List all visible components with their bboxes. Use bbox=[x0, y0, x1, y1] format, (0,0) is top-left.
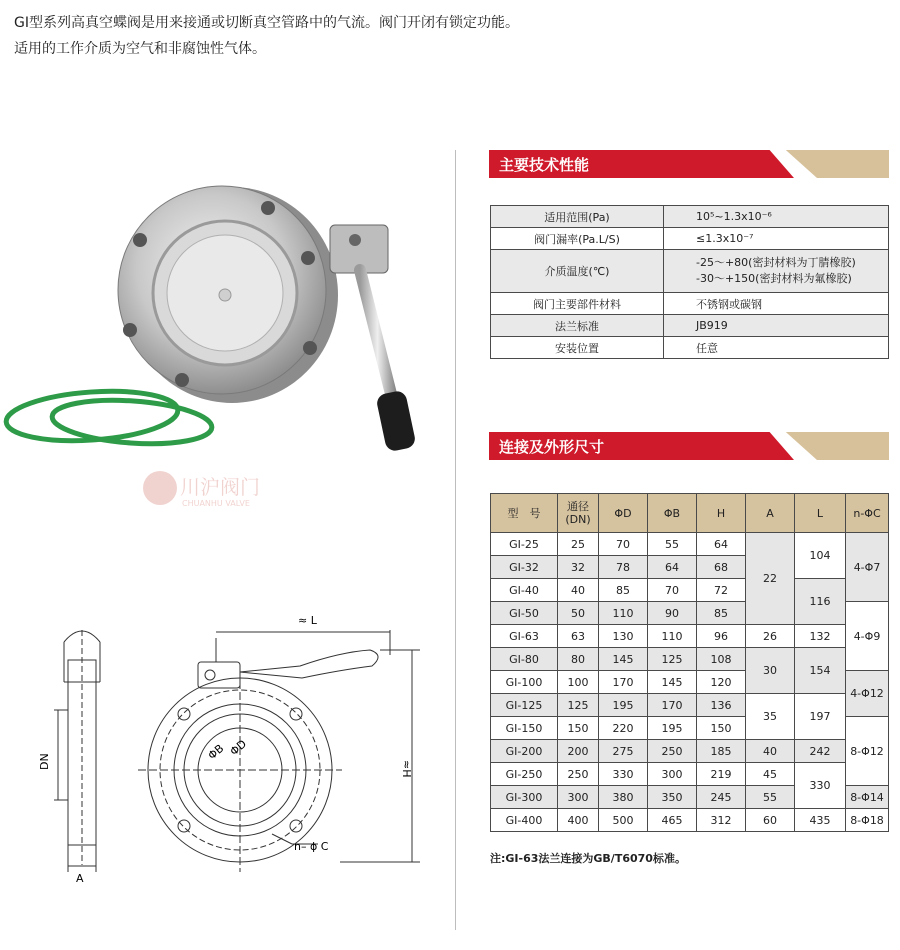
watermark-cn: 川沪阀门 bbox=[180, 475, 260, 499]
spec-value: 不锈钢或碳钢 bbox=[664, 293, 889, 315]
cell-dn: 200 bbox=[558, 740, 599, 763]
cell-dn: 50 bbox=[558, 602, 599, 625]
table-row bbox=[491, 763, 889, 786]
intro-line-2: 适用的工作介质为空气和非腐蚀性气体。 bbox=[14, 41, 266, 57]
cell-model: GI-125 bbox=[491, 694, 558, 717]
cell-dn: 300 bbox=[558, 786, 599, 809]
cell-b: 90 bbox=[648, 602, 697, 625]
cell-d: 195 bbox=[599, 694, 648, 717]
cell-b: 145 bbox=[648, 671, 697, 694]
cell-model: GI-200 bbox=[491, 740, 558, 763]
spec-title: 主要技术性能 bbox=[499, 156, 590, 174]
cell-l: 435 bbox=[795, 809, 846, 832]
cell-l: 154 bbox=[795, 648, 846, 694]
spec-value bbox=[664, 250, 889, 293]
cell-h: 150 bbox=[697, 717, 746, 740]
cell-model: GI-63 bbox=[491, 625, 558, 648]
cell-b: 195 bbox=[648, 717, 697, 740]
cell-h: 136 bbox=[697, 694, 746, 717]
label-l: ≈ L bbox=[298, 614, 317, 627]
table-row bbox=[491, 533, 889, 556]
col-header: ΦD bbox=[599, 494, 648, 533]
table-row bbox=[491, 809, 889, 832]
cell-d: 130 bbox=[599, 625, 648, 648]
watermark bbox=[143, 471, 260, 508]
cell-d: 330 bbox=[599, 763, 648, 786]
cell-l: 197 bbox=[795, 694, 846, 740]
cell-d: 500 bbox=[599, 809, 648, 832]
intro-line-1: GI型系列高真空蝶阀是用来接通或切断真空管路中的气流。阀门开闭有锁定功能。 bbox=[14, 15, 519, 31]
cell-nc: 4-Φ7 bbox=[846, 533, 889, 602]
cell-b: 125 bbox=[648, 648, 697, 671]
cell-a: 45 bbox=[746, 763, 795, 786]
spec-label: 阀门漏率(Pa.L/S) bbox=[491, 228, 664, 250]
cell-b: 110 bbox=[648, 625, 697, 648]
cell-d: 70 bbox=[599, 533, 648, 556]
cell-b: 55 bbox=[648, 533, 697, 556]
spec-value: JB919 bbox=[664, 315, 889, 337]
cell-model: GI-100 bbox=[491, 671, 558, 694]
cell-b: 465 bbox=[648, 809, 697, 832]
cell-nc: 4-Φ9 bbox=[846, 602, 889, 671]
spec-label: 阀门主要部件材料 bbox=[491, 293, 664, 315]
cell-h: 120 bbox=[697, 671, 746, 694]
dimension-table bbox=[490, 493, 889, 832]
table-note: 注:GI-63法兰连接为GB/T6070标准。 bbox=[490, 852, 686, 865]
col-header: n-ΦC bbox=[846, 494, 889, 533]
spec-row bbox=[491, 315, 889, 337]
cell-d: 110 bbox=[599, 602, 648, 625]
cell-dn: 100 bbox=[558, 671, 599, 694]
col-header: L bbox=[795, 494, 846, 533]
cell-b: 350 bbox=[648, 786, 697, 809]
valve-photo bbox=[0, 170, 440, 510]
cell-dn: 250 bbox=[558, 763, 599, 786]
cell-h: 219 bbox=[697, 763, 746, 786]
cell-a: 55 bbox=[746, 786, 795, 809]
cell-h: 68 bbox=[697, 556, 746, 579]
spec-value: 任意 bbox=[664, 337, 889, 359]
spec-value: 10⁵~1.3x10⁻⁶ bbox=[664, 206, 889, 228]
table-row bbox=[491, 625, 889, 648]
spec-row bbox=[491, 293, 889, 315]
cell-h: 185 bbox=[697, 740, 746, 763]
dim-title: 连接及外形尺寸 bbox=[499, 438, 605, 456]
cell-h: 245 bbox=[697, 786, 746, 809]
table-header-row bbox=[491, 494, 889, 533]
cell-a: 60 bbox=[746, 809, 795, 832]
cell-b: 300 bbox=[648, 763, 697, 786]
cell-model: GI-150 bbox=[491, 717, 558, 740]
column-divider bbox=[455, 150, 456, 930]
cell-d: 145 bbox=[599, 648, 648, 671]
col-header: 通径 (DN) bbox=[558, 494, 599, 533]
cell-l: 116 bbox=[795, 579, 846, 625]
label-h: ≈H bbox=[400, 760, 413, 778]
cell-l: 330 bbox=[795, 763, 846, 809]
label-dn: DN bbox=[38, 753, 51, 770]
label-d: ΦD bbox=[227, 737, 250, 759]
cell-l: 104 bbox=[795, 533, 846, 579]
cell-l: 132 bbox=[795, 625, 846, 648]
cell-d: 78 bbox=[599, 556, 648, 579]
cell-dn: 150 bbox=[558, 717, 599, 740]
cell-a: 35 bbox=[746, 694, 795, 740]
spec-label: 法兰标准 bbox=[491, 315, 664, 337]
spec-value-line: -25～+80(密封材料为丁腈橡胶) bbox=[696, 256, 856, 269]
col-header: H bbox=[697, 494, 746, 533]
spec-value: ≤1.3x10⁻⁷ bbox=[664, 228, 889, 250]
spec-banner bbox=[489, 150, 889, 178]
cell-nc: 8-Φ14 bbox=[846, 786, 889, 809]
cell-h: 312 bbox=[697, 809, 746, 832]
cell-d: 170 bbox=[599, 671, 648, 694]
spec-table bbox=[490, 205, 889, 359]
spec-label: 安装位置 bbox=[491, 337, 664, 359]
cell-nc: 8-Φ18 bbox=[846, 809, 889, 832]
cell-model: GI-400 bbox=[491, 809, 558, 832]
cell-h: 108 bbox=[697, 648, 746, 671]
cell-dn: 40 bbox=[558, 579, 599, 602]
table-row bbox=[491, 740, 889, 763]
cell-h: 64 bbox=[697, 533, 746, 556]
table-row bbox=[491, 648, 889, 671]
cell-dn: 80 bbox=[558, 648, 599, 671]
cell-model: GI-25 bbox=[491, 533, 558, 556]
cell-h: 96 bbox=[697, 625, 746, 648]
spec-label: 适用范围(Pa) bbox=[491, 206, 664, 228]
label-nc: n– ϕ C bbox=[294, 840, 329, 853]
cell-model: GI-40 bbox=[491, 579, 558, 602]
cell-dn: 125 bbox=[558, 694, 599, 717]
cell-model: GI-250 bbox=[491, 763, 558, 786]
spec-row bbox=[491, 337, 889, 359]
cell-b: 70 bbox=[648, 579, 697, 602]
label-a: A bbox=[76, 872, 84, 885]
technical-drawing bbox=[40, 600, 440, 890]
cell-model: GI-50 bbox=[491, 602, 558, 625]
spec-row bbox=[491, 206, 889, 228]
cell-nc: 8-Φ12 bbox=[846, 717, 889, 786]
label-b: ΦB bbox=[205, 741, 227, 763]
cell-d: 85 bbox=[599, 579, 648, 602]
spec-value-line: -30～+150(密封材料为氟橡胶) bbox=[696, 272, 852, 285]
cell-d: 220 bbox=[599, 717, 648, 740]
table-row bbox=[491, 579, 889, 602]
cell-a: 40 bbox=[746, 740, 795, 763]
cell-b: 170 bbox=[648, 694, 697, 717]
cell-l: 242 bbox=[795, 740, 846, 763]
cell-a: 26 bbox=[746, 625, 795, 648]
cell-h: 72 bbox=[697, 579, 746, 602]
dim-banner bbox=[489, 432, 889, 460]
col-header: 型 号 bbox=[491, 494, 558, 533]
col-header: A bbox=[746, 494, 795, 533]
cell-a: 22 bbox=[746, 533, 795, 625]
cell-dn: 32 bbox=[558, 556, 599, 579]
table-row bbox=[491, 694, 889, 717]
cell-d: 380 bbox=[599, 786, 648, 809]
cell-nc: 4-Φ12 bbox=[846, 671, 889, 717]
spec-row bbox=[491, 228, 889, 250]
cell-b: 250 bbox=[648, 740, 697, 763]
cell-a: 30 bbox=[746, 648, 795, 694]
cell-dn: 63 bbox=[558, 625, 599, 648]
cell-model: GI-32 bbox=[491, 556, 558, 579]
cell-dn: 400 bbox=[558, 809, 599, 832]
cell-model: GI-80 bbox=[491, 648, 558, 671]
o-rings bbox=[5, 386, 214, 448]
cell-d: 275 bbox=[599, 740, 648, 763]
cell-h: 85 bbox=[697, 602, 746, 625]
cell-model: GI-300 bbox=[491, 786, 558, 809]
watermark-en: CHUANHU VALVE bbox=[182, 499, 250, 508]
col-header: ΦB bbox=[648, 494, 697, 533]
cell-b: 64 bbox=[648, 556, 697, 579]
spec-row bbox=[491, 250, 889, 293]
intro-text bbox=[14, 10, 519, 62]
spec-label: 介质温度(℃) bbox=[491, 250, 664, 293]
cell-dn: 25 bbox=[558, 533, 599, 556]
